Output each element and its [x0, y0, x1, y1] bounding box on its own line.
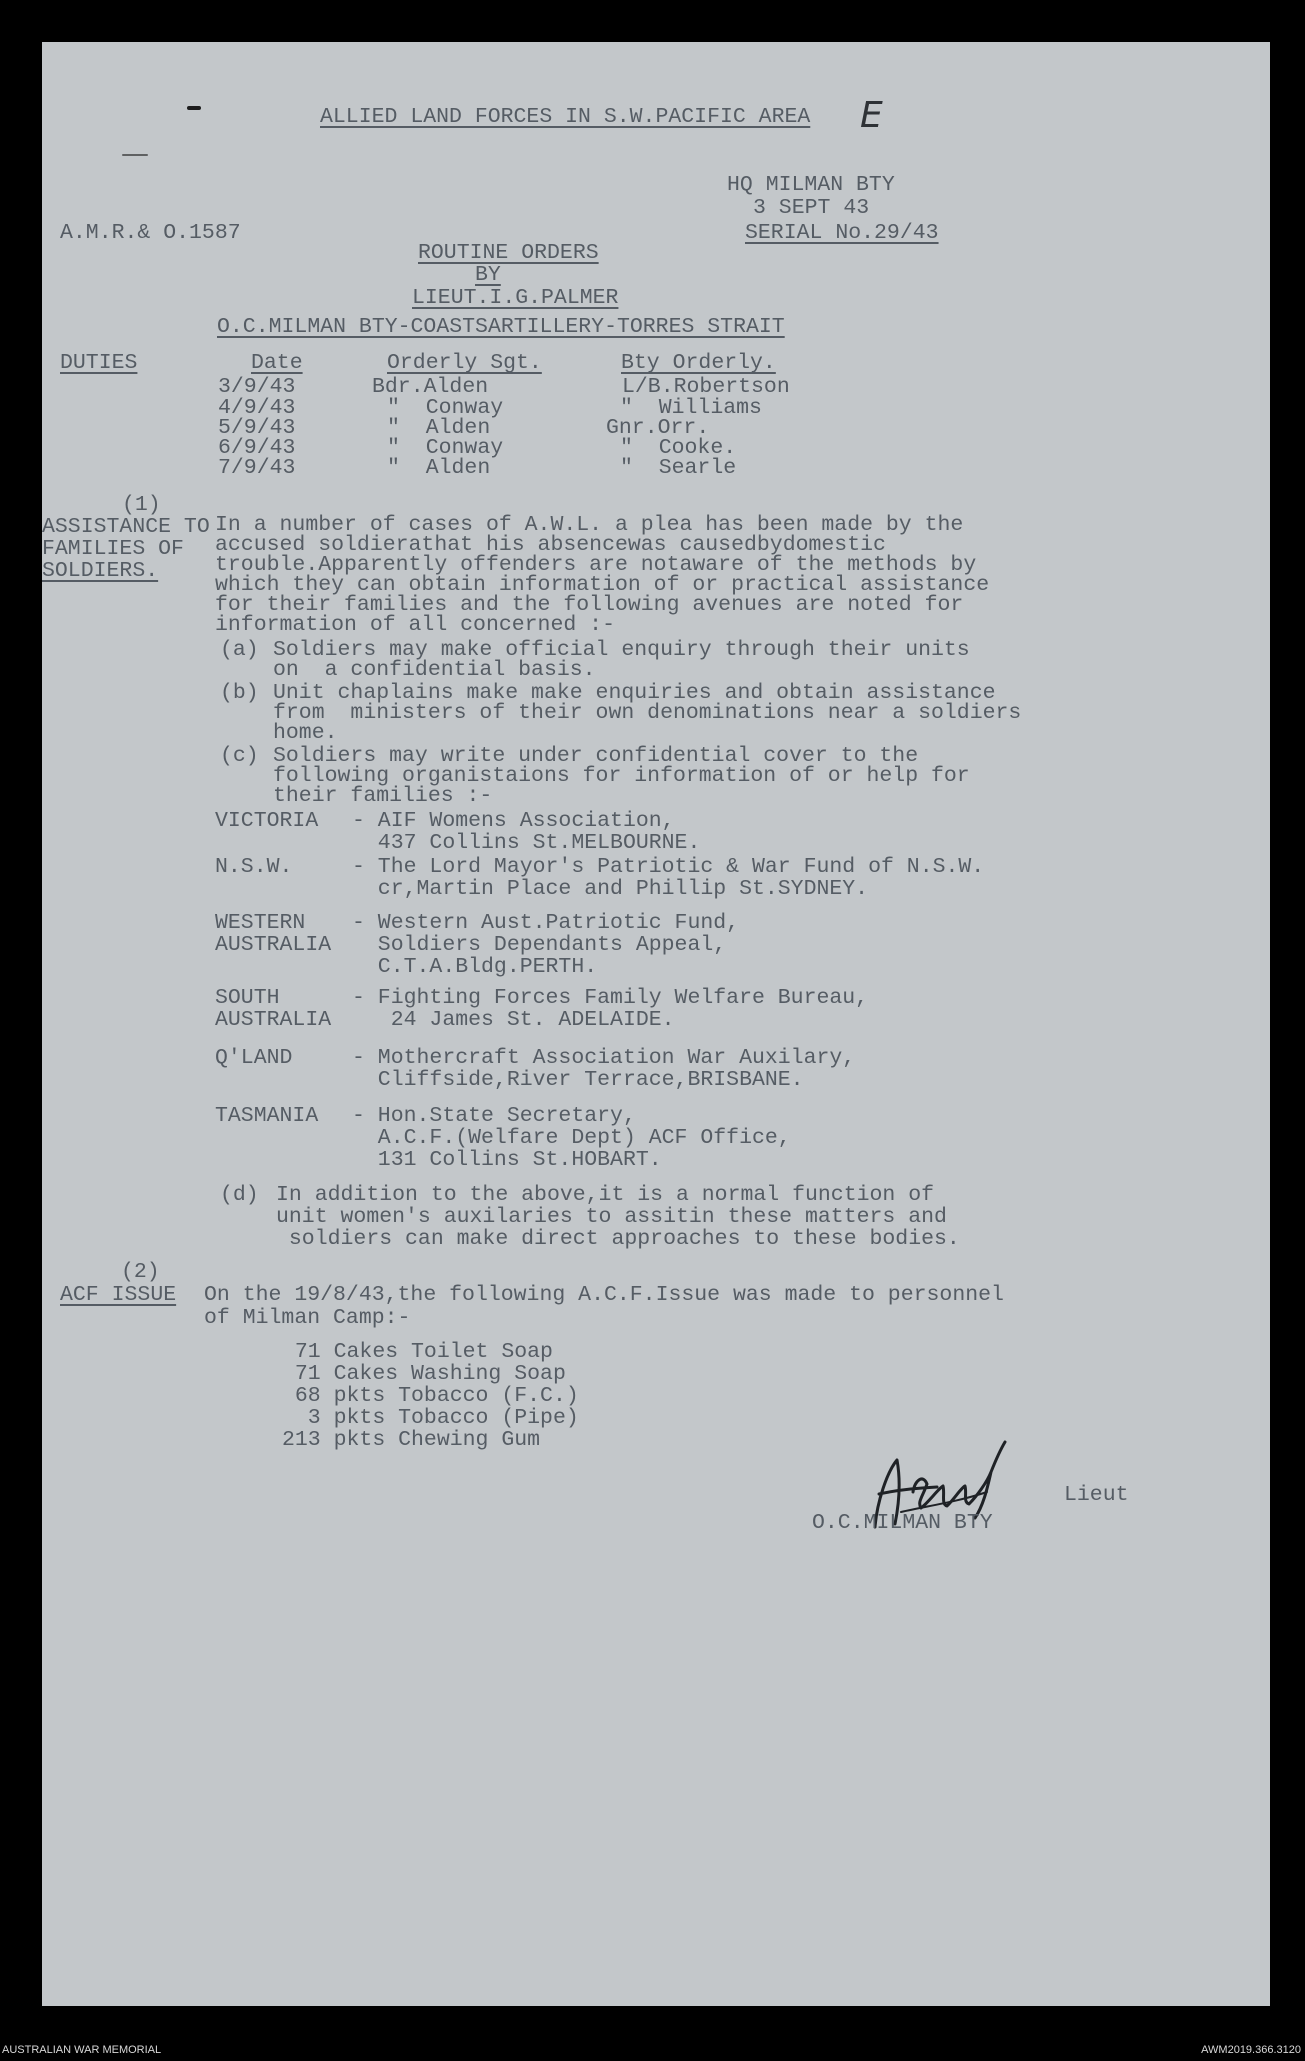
org-line: 131 Collins St.HOBART.	[352, 1148, 662, 1172]
item-line: Unit chaplains make make enquiries and obtain assistance	[273, 681, 996, 705]
section-heading: ACF ISSUE	[60, 1283, 177, 1307]
paragraph-line: for their families and the following avenues are noted for	[215, 593, 964, 617]
section-heading: SOLDIERS.	[42, 559, 159, 583]
item-label: (a)	[220, 638, 259, 662]
item-line: on a confidential basis.	[273, 658, 596, 682]
item-label: (c)	[220, 744, 259, 768]
item-line: following organistaions for information of or help for	[273, 764, 970, 788]
org-state: Q'LAND	[215, 1046, 293, 1070]
org-state: AUSTRALIA	[215, 933, 332, 957]
duty-orderly: " Cooke.	[620, 436, 737, 460]
paragraph-line: trouble.Apparently offenders are notaware of the methods by	[215, 553, 977, 577]
org-line: Soldiers Dependants Appeal,	[352, 933, 727, 957]
org-line: - The Lord Mayor's Patriotic & War Fund of N.S.W.	[352, 855, 985, 879]
duty-orderly: " Williams	[620, 396, 762, 420]
section-heading: FAMILIES OF	[42, 537, 184, 561]
column-header-bty-orderly: Bty Orderly.	[621, 351, 776, 375]
item-line: Soldiers may make official enquiry through their units	[273, 638, 970, 662]
item-line: home.	[273, 721, 338, 745]
paragraph-line: On the 19/8/43,the following A.C.F.Issue was made to personnel	[204, 1283, 1004, 1307]
document-page	[42, 42, 1270, 2006]
duty-date: 7/9/43	[218, 456, 296, 480]
paragraph-line: of Milman Camp:-	[204, 1306, 411, 1330]
item-line: Soldiers may write under confidential cover to the	[273, 744, 919, 768]
punch-mark	[122, 154, 148, 156]
paragraph-line: information of all concerned :-	[215, 613, 615, 637]
duty-sgt: " Alden	[387, 416, 491, 440]
issue-item: 68 pkts Tobacco (F.C.)	[282, 1384, 579, 1408]
item-line: In addition to the above,it is a normal function of	[276, 1183, 935, 1207]
org-state: AUSTRALIA	[215, 1008, 332, 1032]
org-state: VICTORIA	[215, 809, 319, 833]
hq-date: 3 SEPT 43	[753, 196, 870, 220]
org-line: - Fighting Forces Family Welfare Bureau,	[352, 986, 869, 1010]
duty-orderly: L/B.Robertson	[622, 375, 790, 399]
duties-heading: DUTIES	[60, 351, 138, 375]
punch-mark	[187, 106, 201, 110]
paragraph-line: In a number of cases of A.W.L. a plea has been made by the	[215, 513, 964, 537]
section-number: (1)	[122, 493, 161, 517]
issue-item: 71 Cakes Toilet Soap	[282, 1340, 553, 1364]
signature-rank: Lieut	[1064, 1483, 1129, 1507]
footer-accession: AWM2019.366.3120	[1201, 2044, 1301, 2056]
duty-sgt: " Conway	[387, 436, 504, 460]
signature-office: O.C.MILMAN BTY	[812, 1511, 993, 1535]
duty-sgt: " Conway	[387, 396, 504, 420]
org-state: N.S.W.	[215, 855, 293, 879]
duty-date: 6/9/43	[218, 436, 296, 460]
org-line: - AIF Womens Association,	[352, 809, 675, 833]
force-heading: ALLIED LAND FORCES IN S.W.PACIFIC AREA	[320, 105, 811, 129]
issue-item: 3 pkts Tobacco (Pipe)	[282, 1406, 579, 1430]
title-officer: LIEUT.I.G.PALMER	[412, 286, 619, 310]
duty-orderly: Gnr.Orr.	[606, 416, 710, 440]
item-line: their families :-	[273, 784, 493, 808]
column-header-orderly-sgt: Orderly Sgt.	[387, 351, 542, 375]
org-state: SOUTH	[215, 986, 280, 1010]
duty-sgt: Bdr.Alden	[372, 375, 489, 399]
duty-date: 4/9/43	[218, 396, 296, 420]
title-routine-orders: ROUTINE ORDERS	[418, 241, 599, 265]
org-line: A.C.F.(Welfare Dept) ACF Office,	[352, 1126, 791, 1150]
item-label: (d)	[220, 1183, 259, 1207]
item-line: soldiers can make direct approaches to these bodies.	[276, 1227, 960, 1251]
duty-date: 5/9/43	[218, 416, 296, 440]
duty-date: 3/9/43	[218, 375, 296, 399]
item-line: from ministers of their own denominations near a soldiers	[273, 701, 1022, 725]
column-header-date: Date	[251, 351, 303, 375]
title-unit: O.C.MILMAN BTY-COASTSARTILLERY-TORRES STRAIT	[217, 315, 785, 339]
org-line: cr,Martin Place and Phillip St.SYDNEY.	[352, 877, 869, 901]
item-label: (b)	[220, 681, 259, 705]
org-line: 24 James St. ADELAIDE.	[352, 1008, 675, 1032]
org-state: WESTERN	[215, 911, 306, 935]
item-line: unit women's auxilaries to assitin these matters and	[276, 1205, 947, 1229]
org-line: - Western Aust.Patriotic Fund,	[352, 911, 740, 935]
org-line: C.T.A.Bldg.PERTH.	[352, 955, 598, 979]
issue-item: 213 pkts Chewing Gum	[282, 1428, 541, 1452]
serial-number: SERIAL No.29/43	[745, 221, 939, 245]
section-number: (2)	[121, 1260, 160, 1284]
paragraph-line: which they can obtain information of or practical assistance	[215, 573, 990, 597]
org-line: Cliffside,River Terrace,BRISBANE.	[352, 1068, 804, 1092]
org-line: - Hon.State Secretary,	[352, 1104, 636, 1128]
footer-credit: AUSTRALIAN WAR MEMORIAL	[2, 2044, 162, 2056]
section-heading: ASSISTANCE TO	[42, 515, 210, 539]
hq-line: HQ MILMAN BTY	[727, 173, 895, 197]
handwritten-annotation: E	[860, 95, 883, 136]
paragraph-line: accused soldierathat his absencewas causedbydomestic	[215, 533, 886, 557]
duty-orderly: " Searle	[620, 456, 737, 480]
duty-sgt: " Alden	[387, 456, 491, 480]
org-line: - Mothercraft Association War Auxilary,	[352, 1046, 856, 1070]
org-state: TASMANIA	[215, 1104, 319, 1128]
title-by: BY	[475, 263, 501, 287]
issue-item: 71 Cakes Washing Soap	[282, 1362, 566, 1386]
reference-number: A.M.R.& O.1587	[60, 221, 241, 245]
org-line: 437 Collins St.MELBOURNE.	[352, 831, 701, 855]
